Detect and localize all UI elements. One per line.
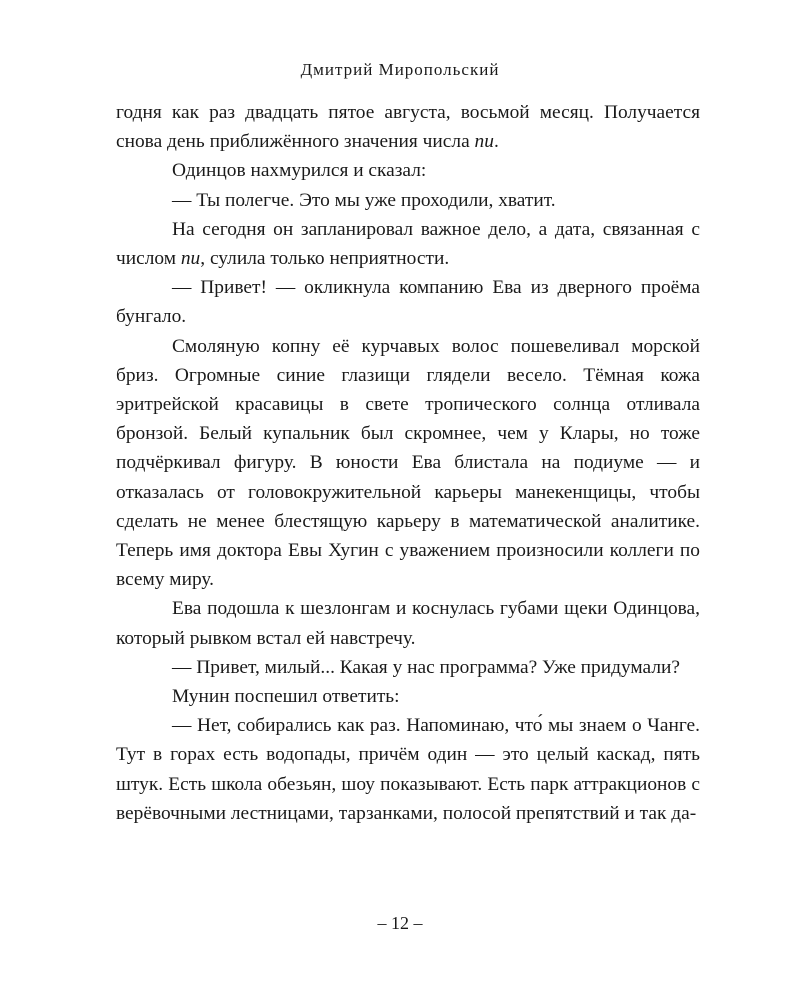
paragraph-6-text: Смоляную копну её курчавых волос пошевеливал морской бриз. Огромные синие глазищи глядели весело. Тёмная кожа эритрейской красавицы в свете тропического солнца отливала бронзой. Белый купальник был скромнее, чем у Клары, но тоже подчёркивал фигуру. В юности Ева блистала на подиуме — и отказалась от головокружительной карьеры манекенщицы, чтобы сделать не менее блестящую карьеру в математической аналитике. Теперь имя доктора Евы Хугин с уважением произносили коллеги по всему миру. — [116, 335, 700, 591]
paragraph-4 — [116, 215, 700, 273]
page-number: – 12 – — [377, 913, 423, 933]
paragraph-7 — [116, 594, 700, 652]
paragraph-9 — [116, 682, 700, 711]
paragraph-7-text: Ева подошла к шезлонгам и коснулась губами щеки Одинцова, который рывком встал ей навстречу. — [116, 598, 700, 649]
paragraph-4-emphasis: пи — [180, 248, 201, 270]
running-header: Дмитрий Миропольский — [300, 60, 500, 79]
paragraph-10 — [116, 711, 700, 828]
paragraph-8 — [116, 653, 700, 682]
paragraph-9-text: Мунин поспешил ответить: — [172, 686, 400, 708]
paragraph-5 — [116, 273, 700, 331]
paragraph-5-text: — Привет! — окликнула компанию Ева из дверного проёма бунгало. — [116, 277, 700, 328]
paragraph-1-tail: . — [493, 131, 499, 153]
paragraph-6 — [116, 332, 700, 595]
paragraph-8-text: — Привет, милый... Какая у нас программа? Уже придумали? — [172, 656, 680, 678]
paragraph-2-text: Одинцов нахмурился и сказал: — [172, 160, 427, 182]
paragraph-2 — [116, 156, 700, 185]
paragraph-3 — [116, 186, 700, 215]
paragraph-1 — [116, 98, 700, 156]
body-text — [116, 98, 700, 828]
paragraph-10-text: — Нет, собирались как раз. Напоминаю, что́ мы знаем о Чанге. Тут в горах есть водопады, причём один — это целый каскад, пять штук. Есть школа обезьян, шоу показывают. Есть парк аттракционов с верёвочными лестницами, тарзанками, полосой препятствий и так да- — [116, 715, 700, 824]
paragraph-4-tail: , сулила только неприятности. — [200, 248, 450, 270]
paragraph-4-text: На сегодня он запланировал важное дело, а дата, связанная с числом — [116, 218, 700, 270]
paragraph-3-text: — Ты полегче. Это мы уже проходили, хватит. — [172, 189, 556, 211]
paragraph-1-text: годня как раз двадцать пятое августа, восьмой месяц. Получается снова день приближённого значения числа — [116, 102, 700, 153]
paragraph-1-emphasis: пи — [474, 131, 494, 153]
